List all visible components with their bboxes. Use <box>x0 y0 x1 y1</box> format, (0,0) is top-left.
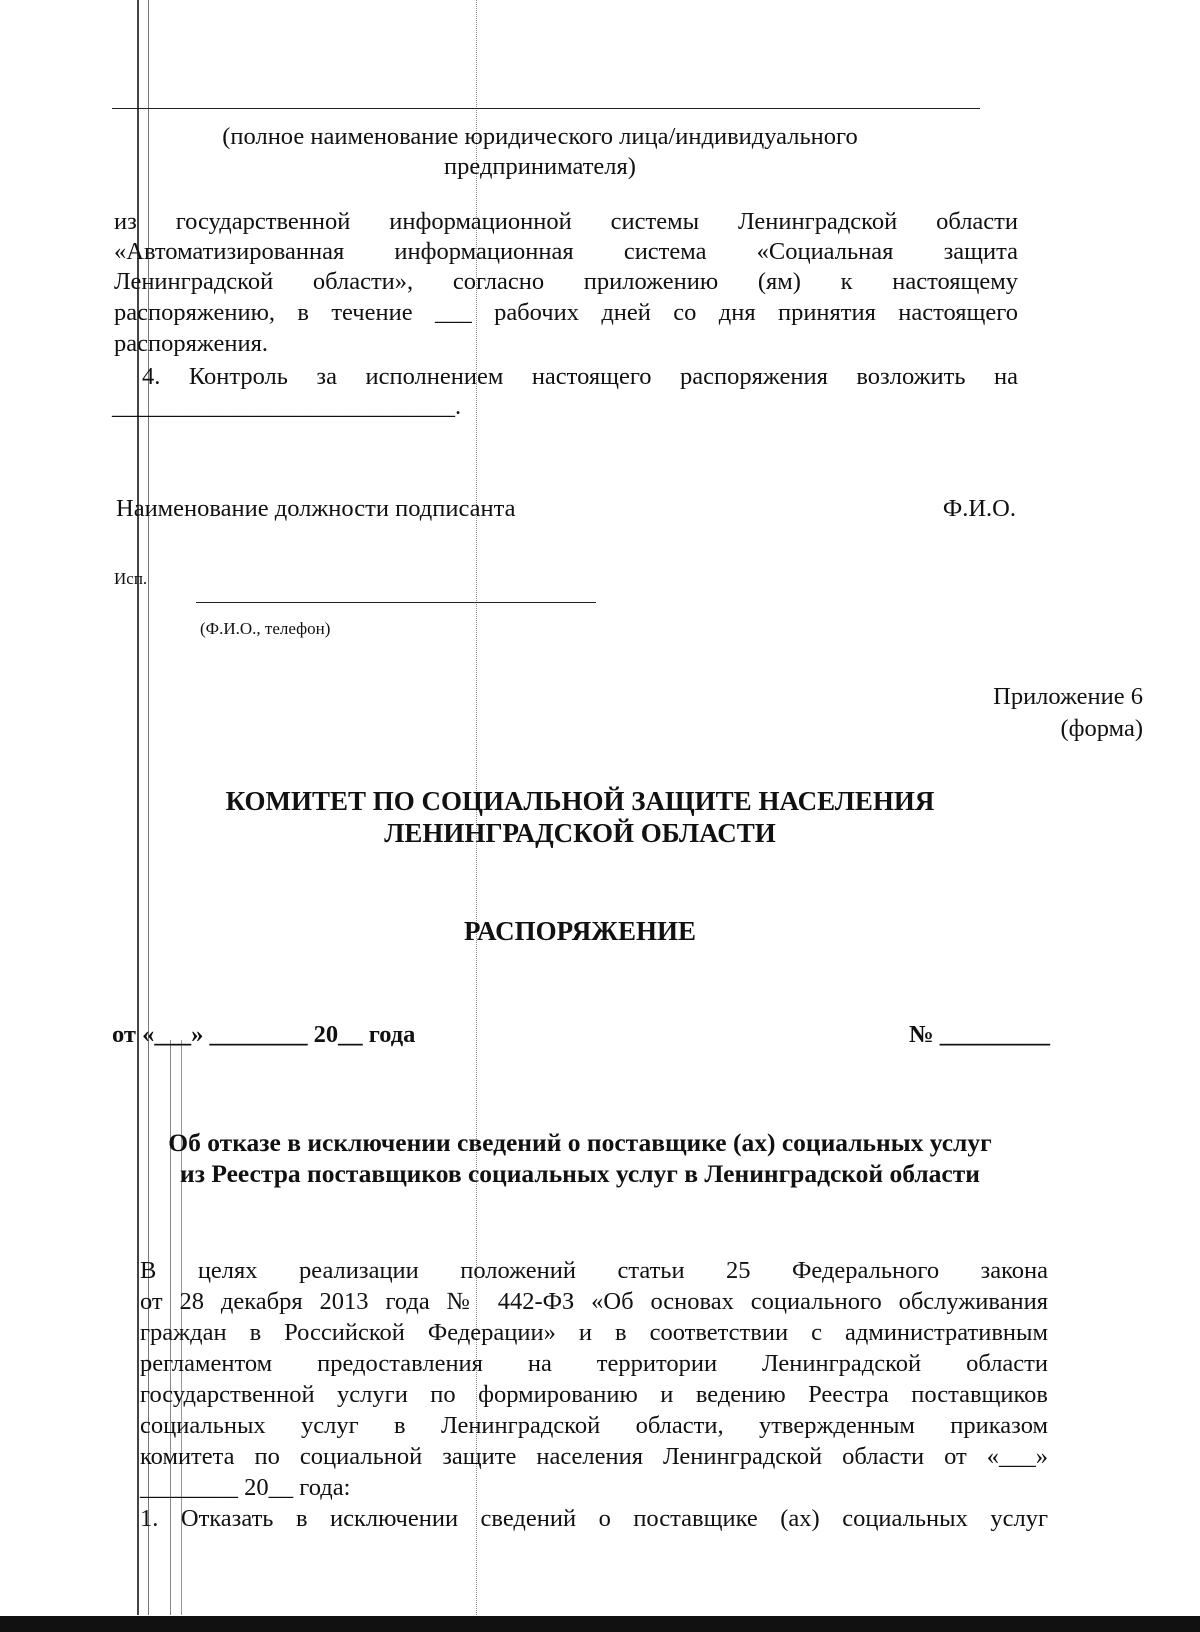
committee-name-line1: КОМИТЕТ ПО СОЦИАЛЬНОЙ ЗАЩИТЕ НАСЕЛЕНИЯ <box>225 786 935 816</box>
para4-line2: ____________________________. <box>112 393 462 420</box>
para4-line1: 4. Контроль за исполнением настоящего распоряжения возложить на <box>142 363 1018 390</box>
signatory-name: Ф.И.О. <box>942 495 1016 522</box>
body-line2: от 28 декабря 2013 года № 442-ФЗ «Об основах социального обслуживания <box>140 1288 1048 1315</box>
body-line5: государственной услуги по формированию и ведению Реестра поставщиков <box>140 1381 1048 1408</box>
legal-entity-note-line2: предпринимателя) <box>444 153 636 180</box>
signatory-position: Наименование должности подписанта <box>116 495 516 522</box>
header-rule <box>112 108 980 109</box>
executor-label: Исп. <box>114 569 148 588</box>
appendix-label: Приложение 6 <box>993 683 1143 710</box>
para3-line2: «Автоматизированная информационная система «Социальная защита <box>114 238 1018 265</box>
date-field: от «___» ________ 20__ года <box>112 1021 416 1048</box>
body-item1: 1. Отказать в исключении сведений о поставщике (ах) социальных услуг <box>140 1505 1048 1532</box>
legal-entity-note-line1: (полное наименование юридического лица/индивидуального <box>222 123 858 150</box>
subject-line2: из Реестра поставщиков социальных услуг в Ленинградской области <box>180 1159 980 1188</box>
appendix-form: (форма) <box>1060 715 1143 742</box>
body-line3: граждан в Российской Федерации» и в соответствии с административным <box>140 1319 1048 1346</box>
executor-hint: (Ф.И.О., телефон) <box>200 619 331 638</box>
para3-line1: из государственной информационной системы Ленинградской области <box>114 208 1018 235</box>
para3-line3: Ленинградской области», согласно приложению (ям) к настоящему <box>114 268 1018 295</box>
executor-rule <box>196 602 596 603</box>
body-line6: социальных услуг в Ленинградской области, утвержденным приказом <box>140 1412 1048 1439</box>
body-line1: В целях реализации положений статьи 25 Федерального закона <box>140 1257 1048 1284</box>
committee-name-line2: ЛЕНИНГРАДСКОЙ ОБЛАСТИ <box>384 818 776 848</box>
scan-bottom-bar <box>0 1616 1200 1632</box>
para3-line5: распоряжения. <box>114 330 268 357</box>
body-line4: регламентом предоставления на территории Ленинградской области <box>140 1350 1048 1377</box>
body-line7: комитета по социальной защите населения Ленинградской области от «___» <box>140 1443 1048 1470</box>
subject-line1: Об отказе в исключении сведений о поставщике (ах) социальных услуг <box>168 1128 992 1157</box>
para3-line4: распоряжению, в течение ___ рабочих дней со дня принятия настоящего <box>114 299 1018 326</box>
number-field: № _________ <box>909 1021 1050 1048</box>
document-type-title: РАСПОРЯЖЕНИЕ <box>463 916 697 946</box>
body-line8: ________ 20__ года: <box>140 1474 351 1501</box>
